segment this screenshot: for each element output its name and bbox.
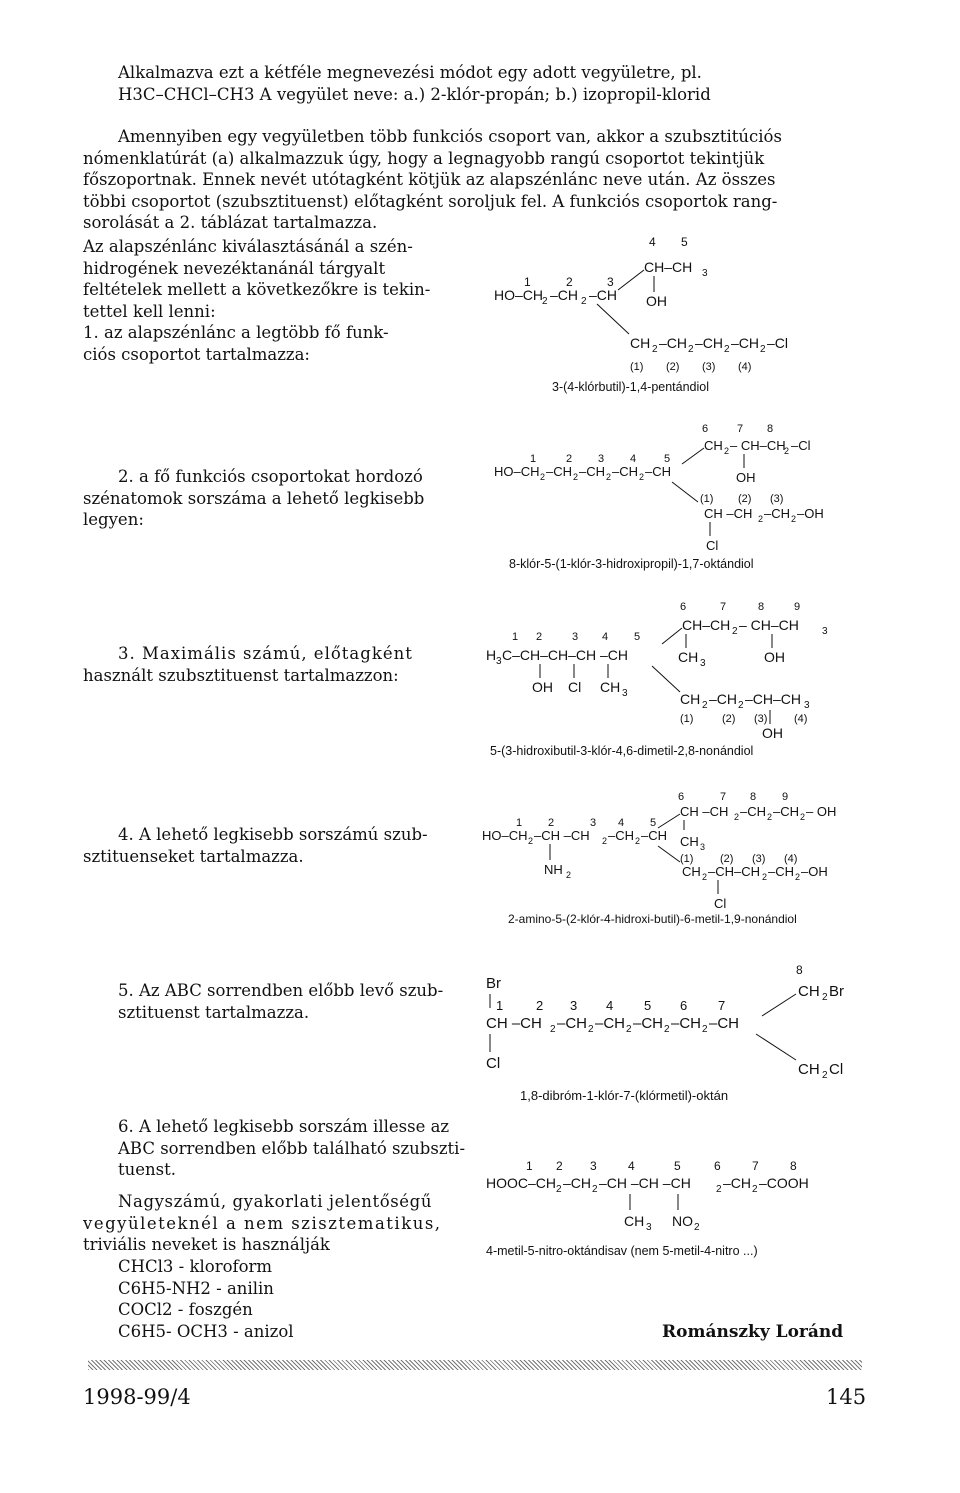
svg-text:–CH: –CH [671, 1015, 702, 1032]
svg-text:–CH–CH: –CH–CH [745, 691, 802, 707]
structure-1 [494, 234, 854, 404]
svg-text:–CH–CH: –CH–CH [708, 864, 761, 879]
svg-text:2: 2 [626, 1024, 632, 1035]
rule-line: feltételek mellett a következőkre is tekin- [83, 280, 431, 299]
svg-text:CH: CH [704, 438, 723, 453]
svg-text:(2): (2) [720, 853, 734, 865]
svg-text:2: 2 [635, 836, 641, 846]
svg-text:–Cl: –Cl [767, 335, 789, 351]
issue-number: 1998-99/4 [83, 1385, 191, 1409]
svg-text:2: 2 [566, 275, 573, 289]
svg-text:9: 9 [794, 601, 801, 613]
svg-text:3: 3 [646, 1222, 652, 1233]
svg-text:HO–CH: HO–CH [482, 828, 528, 843]
svg-text:–Cl: –Cl [791, 438, 811, 453]
svg-text:2: 2 [592, 1184, 598, 1195]
svg-text:CH: CH [680, 834, 699, 849]
svg-text:–OH: –OH [801, 864, 828, 879]
svg-text:Cl: Cl [714, 896, 727, 911]
svg-text:2: 2 [652, 344, 658, 355]
svg-text:– OH: – OH [806, 804, 837, 819]
trivial-item: COCl2 - foszgén [118, 1300, 253, 1319]
svg-text:2: 2 [702, 872, 708, 882]
svg-text:–CH: –CH [723, 1175, 752, 1191]
svg-text:2: 2 [556, 1159, 563, 1173]
svg-text:C–CH–CH–CH –CH: C–CH–CH–CH –CH [502, 647, 629, 663]
svg-text:–CH –CH –CH: –CH –CH –CH [599, 1175, 691, 1191]
svg-text:–CH: –CH [773, 804, 800, 819]
svg-text:2: 2 [639, 472, 645, 482]
svg-text:(3): (3) [702, 361, 716, 373]
svg-text:9: 9 [782, 791, 789, 803]
rule-line: szénatomok sorszáma a lehető legkisebb [83, 488, 425, 508]
svg-text:(1): (1) [680, 713, 694, 725]
svg-text:7: 7 [720, 601, 727, 613]
trivial-line: Nagyszámú, gyakorlati jelentőségű [118, 1192, 433, 1211]
svg-text:4: 4 [618, 817, 625, 829]
svg-text:2: 2 [588, 1024, 594, 1035]
svg-text:7: 7 [718, 998, 726, 1013]
svg-text:8: 8 [750, 791, 757, 803]
trivial-line: triviális neveket is használják [83, 1235, 330, 1254]
rule-line: sztituenseket tartalmazza. [83, 846, 304, 866]
svg-text:2: 2 [734, 812, 740, 822]
svg-text:3: 3 [804, 700, 810, 711]
svg-text:OH: OH [764, 649, 785, 665]
trivial-names-paragraph [83, 1191, 483, 1256]
svg-text:–CH: –CH [709, 1015, 740, 1032]
svg-text:(2): (2) [666, 361, 680, 373]
svg-text:–CH: –CH [695, 335, 724, 351]
svg-text:–CH: –CH [550, 287, 579, 303]
svg-text:OH: OH [762, 725, 783, 741]
svg-text:–CH: –CH [768, 864, 795, 879]
rule-line: hidrogének nevezéktanánál tárgyalt [83, 258, 386, 278]
trivial-item: CHCl3 - kloroform [118, 1257, 273, 1276]
svg-text:3: 3 [702, 268, 708, 279]
para-line: többi csoportot (szubsztituenst) előtagként soroljuk fel. A funkciós csoportok rang- [83, 191, 778, 211]
structure-6-name: 4-metil-5-nitro-oktándisav (nem 5-metil-4-nitro ...) [486, 1244, 758, 1258]
svg-text:H: H [486, 647, 497, 663]
svg-text:–CH: –CH [589, 287, 618, 303]
rule-line: Az alapszénlánc kiválasztásánál a szén- [83, 237, 413, 256]
svg-text:6: 6 [680, 998, 688, 1013]
svg-text:5: 5 [674, 1159, 681, 1173]
rule-line: 4. A lehető legkisebb sorszámú szub- [118, 825, 428, 844]
svg-text:2: 2 [540, 472, 546, 482]
svg-text:6: 6 [714, 1159, 721, 1173]
structure-3-name: 5-(3-hidroxibutil-3-klór-4,6-dimetil-2,8-nonándiol [490, 744, 754, 758]
structure-2-name: 8-klór-5-(1-klór-3-hidroxipropil)-1,7-oktándiol [509, 557, 754, 571]
rule-3 [83, 643, 498, 686]
svg-text:4: 4 [628, 1159, 635, 1173]
svg-text:2: 2 [760, 344, 766, 355]
svg-text:2: 2 [556, 1184, 562, 1195]
svg-text:HO–CH: HO–CH [494, 287, 544, 303]
svg-text:6: 6 [678, 791, 685, 803]
svg-text:2: 2 [664, 1024, 670, 1035]
svg-text:2: 2 [752, 1184, 758, 1195]
svg-text:3: 3 [822, 626, 828, 637]
structure-4-name: 2-amino-5-(2-klór-4-hidroxi-butil)-6-metil-1,9-nonándiol [508, 912, 797, 926]
rule-line: tuenst. [118, 1160, 176, 1179]
rule-line: 2. a fő funkciós csoportokat hordozó [118, 467, 423, 486]
rule-line: sztituenst tartalmazza. [118, 1002, 310, 1022]
svg-text:1: 1 [524, 275, 531, 289]
svg-text:CH: CH [682, 864, 701, 879]
svg-text:Br: Br [829, 983, 844, 1000]
svg-text:3: 3 [572, 631, 579, 643]
svg-text:–CH: –CH [579, 464, 606, 479]
structure-2 [494, 420, 854, 580]
svg-text:CH: CH [630, 335, 651, 351]
svg-text:2: 2 [606, 472, 612, 482]
svg-text:2: 2 [702, 1024, 708, 1035]
para-line: Amennyiben egy vegyületben több funkciós csoport van, akkor a szubsztitúciós [118, 127, 782, 146]
svg-text:Br: Br [486, 975, 501, 992]
svg-text:2: 2 [795, 872, 801, 882]
svg-text:OH: OH [646, 293, 667, 309]
svg-text:Cl: Cl [829, 1061, 844, 1078]
svg-text:CH –CH: CH –CH [486, 1015, 542, 1032]
svg-text:2: 2 [800, 812, 806, 822]
svg-text:2: 2 [542, 296, 548, 307]
svg-text:7: 7 [737, 423, 744, 435]
svg-text:6: 6 [702, 423, 709, 435]
rule-line: 5. Az ABC sorrendben előbb levő szub- [118, 981, 444, 1000]
svg-text:–CH: –CH [612, 464, 639, 479]
svg-text:–CH: –CH [633, 1015, 664, 1032]
svg-text:2: 2 [573, 472, 579, 482]
svg-text:CH: CH [798, 983, 820, 1000]
svg-text:OH: OH [532, 679, 553, 695]
svg-text:2: 2 [762, 872, 768, 882]
rule-4 [83, 824, 498, 867]
svg-text:6: 6 [680, 601, 687, 613]
svg-text:3: 3 [700, 842, 706, 852]
svg-text:–CH: –CH [641, 828, 668, 843]
svg-text:3: 3 [496, 656, 502, 667]
svg-text:3: 3 [590, 1159, 597, 1173]
intro-line-1: Alkalmazva ezt a kétféle megnevezési módot egy adott vegyületre, pl. [118, 63, 702, 82]
svg-text:–CH: –CH [645, 464, 672, 479]
svg-text:5: 5 [681, 235, 688, 249]
svg-text:2: 2 [550, 1024, 556, 1035]
structure-1-drawing [494, 234, 854, 404]
trivial-item: C6H5-NH2 - anilin [118, 1278, 274, 1298]
nomenclature-paragraph [83, 126, 873, 234]
svg-text:2: 2 [822, 992, 828, 1003]
svg-text:HOOC–CH: HOOC–CH [486, 1175, 557, 1191]
svg-text:CH: CH [798, 1061, 820, 1078]
svg-text:CH: CH [600, 679, 621, 695]
svg-text:2: 2 [548, 817, 555, 829]
svg-text:Cl: Cl [706, 538, 719, 553]
svg-text:–CH: –CH [709, 691, 738, 707]
svg-text:3: 3 [570, 998, 578, 1013]
trivial-names-list [118, 1256, 478, 1342]
svg-text:2: 2 [732, 626, 738, 637]
svg-text:8: 8 [767, 423, 774, 435]
svg-text:5: 5 [664, 453, 671, 465]
svg-text:3: 3 [590, 817, 597, 829]
svg-text:CH –CH: CH –CH [680, 804, 729, 819]
svg-text:–OH: –OH [797, 506, 824, 521]
svg-text:(3): (3) [752, 853, 766, 865]
svg-text:2: 2 [758, 514, 764, 524]
rule-line: 3. Maximális számú, előtagként [118, 644, 413, 663]
svg-text:CH: CH [624, 1213, 645, 1229]
svg-text:5: 5 [644, 998, 652, 1013]
svg-text:CH –CH: CH –CH [704, 506, 753, 521]
svg-text:5: 5 [634, 631, 641, 643]
rule-line: használt szubsztituenst tartalmazzon: [83, 665, 399, 685]
svg-text:NH: NH [544, 862, 563, 877]
svg-text:5: 5 [650, 817, 657, 829]
intro-paragraph [118, 62, 711, 105]
svg-text:–CH: –CH [731, 335, 760, 351]
svg-text:(1): (1) [680, 853, 694, 865]
svg-text:OH: OH [736, 470, 756, 485]
author-name: Románszky Loránd [662, 1322, 844, 1342]
svg-text:–COOH: –COOH [759, 1175, 809, 1191]
svg-text:2: 2 [702, 700, 708, 711]
para-line: főszoportnak. Ennek nevét utótagként kötjük az alapszénlánc neve után. Az összes [83, 170, 776, 189]
svg-text:2: 2 [822, 1070, 828, 1081]
intro-line-2: H3C–CHCl–CH3 A vegyület neve: a.) 2-klór-propán; b.) izopropil-klorid [118, 84, 711, 104]
svg-text:1: 1 [516, 817, 523, 829]
svg-text:3: 3 [622, 688, 628, 699]
rule-line: tettel kell lenni: [83, 301, 216, 321]
svg-text:3: 3 [700, 658, 706, 669]
svg-text:–CH: –CH [557, 1015, 588, 1032]
structure-6 [486, 1156, 856, 1266]
svg-text:CH–CH: CH–CH [644, 259, 693, 275]
svg-text:2: 2 [536, 998, 544, 1013]
svg-text:(4): (4) [738, 361, 752, 373]
svg-text:1: 1 [530, 453, 537, 465]
svg-text:HO–CH: HO–CH [494, 464, 540, 479]
svg-text:(1): (1) [700, 493, 714, 505]
svg-text:1: 1 [526, 1159, 533, 1173]
svg-text:2: 2 [528, 836, 534, 846]
rule-line: ciós csoportot tartalmazza: [83, 344, 310, 364]
svg-text:(4): (4) [784, 853, 798, 865]
hatched-divider [88, 1360, 862, 1370]
svg-text:(1): (1) [630, 361, 644, 373]
structure-1-name: 3-(4-klórbutil)-1,4-pentándiol [552, 380, 710, 394]
svg-text:2: 2 [694, 1222, 700, 1233]
svg-text:(3): (3) [770, 493, 784, 505]
structure-3-drawing [486, 598, 856, 768]
svg-text:CH: CH [678, 649, 699, 665]
svg-text:– CH–CH: – CH–CH [739, 617, 799, 633]
page-number: 145 [826, 1385, 867, 1409]
svg-text:2: 2 [536, 631, 543, 643]
svg-text:1: 1 [496, 998, 504, 1013]
svg-text:4: 4 [630, 453, 637, 465]
svg-text:(2): (2) [722, 713, 736, 725]
svg-text:3: 3 [607, 275, 614, 289]
svg-text:7: 7 [720, 791, 727, 803]
rule-line: 1. az alapszénlánc a legtöbb fő funk- [83, 323, 389, 342]
rule-line: legyen: [83, 510, 144, 529]
svg-text:1: 1 [512, 631, 519, 643]
svg-text:2: 2 [688, 344, 694, 355]
svg-text:–CH: –CH [740, 804, 767, 819]
svg-text:2: 2 [738, 700, 744, 711]
svg-text:–CH: –CH [764, 506, 791, 521]
structure-4 [482, 788, 852, 948]
svg-text:2: 2 [724, 446, 730, 456]
svg-text:4: 4 [606, 998, 614, 1013]
svg-text:(3): (3) [754, 713, 768, 725]
svg-text:NO: NO [672, 1213, 693, 1229]
structure-5 [486, 964, 856, 1114]
svg-text:(2): (2) [738, 493, 752, 505]
para-line: nómenklatúrát (a) alkalmazzuk úgy, hogy a legnagyobb rangú csoportot tekintjük [83, 148, 765, 168]
svg-text:2: 2 [581, 296, 587, 307]
svg-text:–CH –CH: –CH –CH [534, 828, 590, 843]
svg-text:CH: CH [680, 691, 701, 707]
svg-text:–CH: –CH [608, 828, 635, 843]
trivial-item: C6H5- OCH3 - anizol [118, 1321, 294, 1341]
svg-text:–CH: –CH [546, 464, 573, 479]
svg-text:7: 7 [752, 1159, 759, 1173]
svg-text:–CH: –CH [659, 335, 688, 351]
svg-text:2: 2 [602, 836, 608, 846]
svg-text:4: 4 [602, 631, 609, 643]
svg-text:Cl: Cl [568, 679, 582, 695]
svg-text:– CH–CH: – CH–CH [730, 438, 786, 453]
svg-text:8: 8 [796, 963, 803, 977]
svg-text:8: 8 [758, 601, 765, 613]
svg-text:2: 2 [784, 446, 790, 456]
trivial-line: vegyületeknél a nem szisztematikus, [83, 1213, 442, 1233]
rule-intro [83, 236, 483, 365]
svg-text:–CH: –CH [595, 1015, 626, 1032]
svg-text:3: 3 [598, 453, 605, 465]
svg-text:(4): (4) [794, 713, 808, 725]
svg-text:2: 2 [791, 514, 797, 524]
svg-text:–CH: –CH [563, 1175, 592, 1191]
svg-text:2: 2 [716, 1184, 722, 1195]
rule-line: ABC sorrendben előbb található szubszti- [118, 1138, 466, 1158]
structure-3 [486, 598, 856, 768]
rule-5 [118, 980, 498, 1023]
svg-text:4: 4 [649, 235, 656, 249]
rule-line: 6. A lehető legkisebb sorszám illesse az [118, 1117, 450, 1136]
para-line: sorolását a 2. táblázat tartalmazza. [83, 213, 378, 232]
svg-text:CH–CH: CH–CH [682, 617, 731, 633]
rule-2 [83, 466, 498, 531]
svg-text:Cl: Cl [486, 1055, 501, 1072]
svg-text:2: 2 [566, 870, 572, 880]
structure-2-drawing [494, 420, 854, 580]
svg-text:2: 2 [566, 453, 573, 465]
rule-6 [118, 1116, 488, 1181]
svg-text:2: 2 [767, 812, 773, 822]
svg-text:2: 2 [724, 344, 730, 355]
structure-5-name: 1,8-dibróm-1-klór-7-(klórmetil)-oktán [520, 1088, 729, 1103]
svg-text:8: 8 [790, 1159, 797, 1173]
